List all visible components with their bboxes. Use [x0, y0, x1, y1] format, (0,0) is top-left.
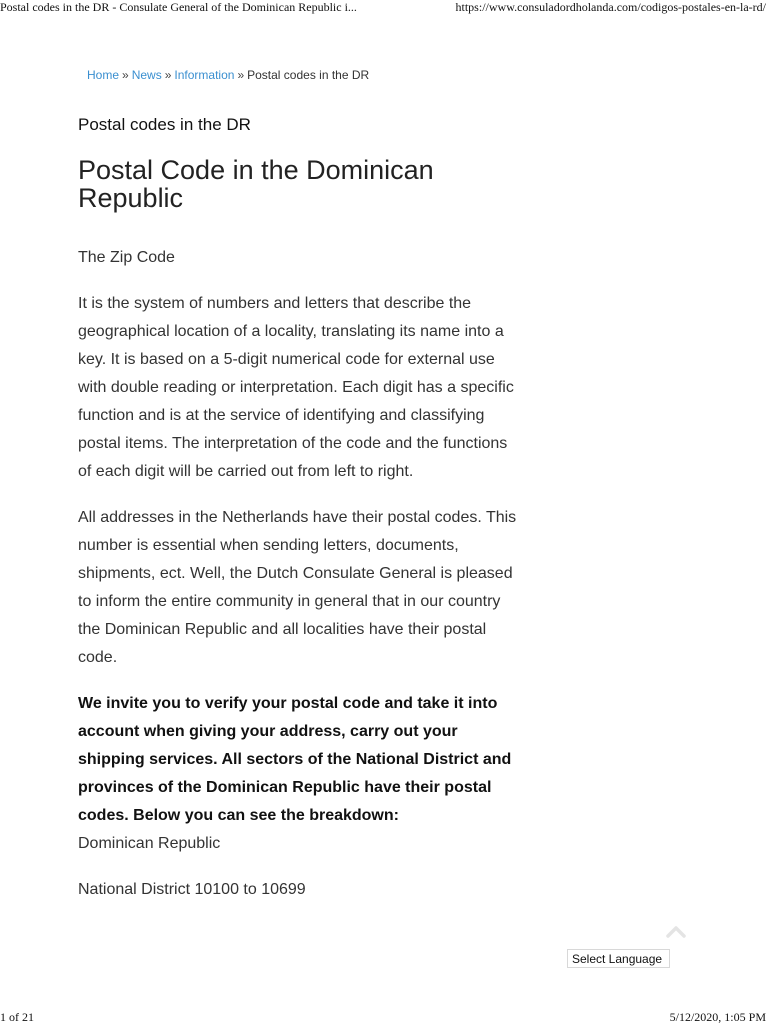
breadcrumb-current: Postal codes in the DR: [247, 68, 370, 82]
breadcrumb-news-link[interactable]: News: [131, 68, 162, 82]
article-paragraph: All addresses in the Netherlands have their postal codes. This number is essential when sending letters, documents, shipments, ect. Well, the Dutch Consulate General is pleased to inform the entire community in general that in our country the Dominican Republic and all localities have their postal code.: [78, 509, 517, 666]
print-footer-page-number: 1 of 21: [0, 1010, 34, 1024]
page-title: Postal codes in the DR: [78, 115, 251, 134]
article-content: [78, 244, 518, 922]
breadcrumb-separator: »: [237, 68, 245, 82]
print-header-url: https://www.consuladordholanda.com/codigos-postales-en-la-rd/: [455, 0, 766, 14]
breadcrumb-home-link[interactable]: Home: [87, 68, 120, 82]
breadcrumb-separator: »: [122, 68, 129, 82]
breadcrumb-information-link[interactable]: Information: [174, 68, 235, 82]
chevron-up-icon: [666, 924, 686, 938]
print-footer-datetime: 5/12/2020, 1:05 PM: [669, 1010, 766, 1024]
article-paragraph: It is the system of numbers and letters that describe the geographical location of a locality, translating its name into a key. It is based on a 5-digit numerical code for external use with double reading or interpretation. Each digit has a specific function and is at the service of identifying and classifying postal items. The interpretation of the code and the functions of each digit will be carried out from left to right.: [78, 295, 514, 480]
breadcrumb: [87, 68, 369, 82]
article-subheading: The Zip Code: [78, 249, 175, 266]
print-header-title: Postal codes in the DR - Consulate General of the Dominican Republic i...: [0, 0, 357, 14]
scroll-to-top-button[interactable]: [654, 912, 698, 950]
article-bold-paragraph: We invite you to verify your postal code and take it into account when giving your address, carry out your shipping services. All sectors of the National District and provinces of the Dominican Republic have their postal codes. Below you can see the breakdown:: [78, 695, 512, 824]
breadcrumb-separator: »: [164, 68, 172, 82]
select-language-dropdown[interactable]: Select Language: [567, 949, 670, 968]
article-heading: Postal Code in the Dominican Republic: [78, 155, 434, 213]
article-country-line: Dominican Republic: [78, 835, 221, 852]
article-district-line: National District 10100 to 10699: [78, 881, 306, 898]
